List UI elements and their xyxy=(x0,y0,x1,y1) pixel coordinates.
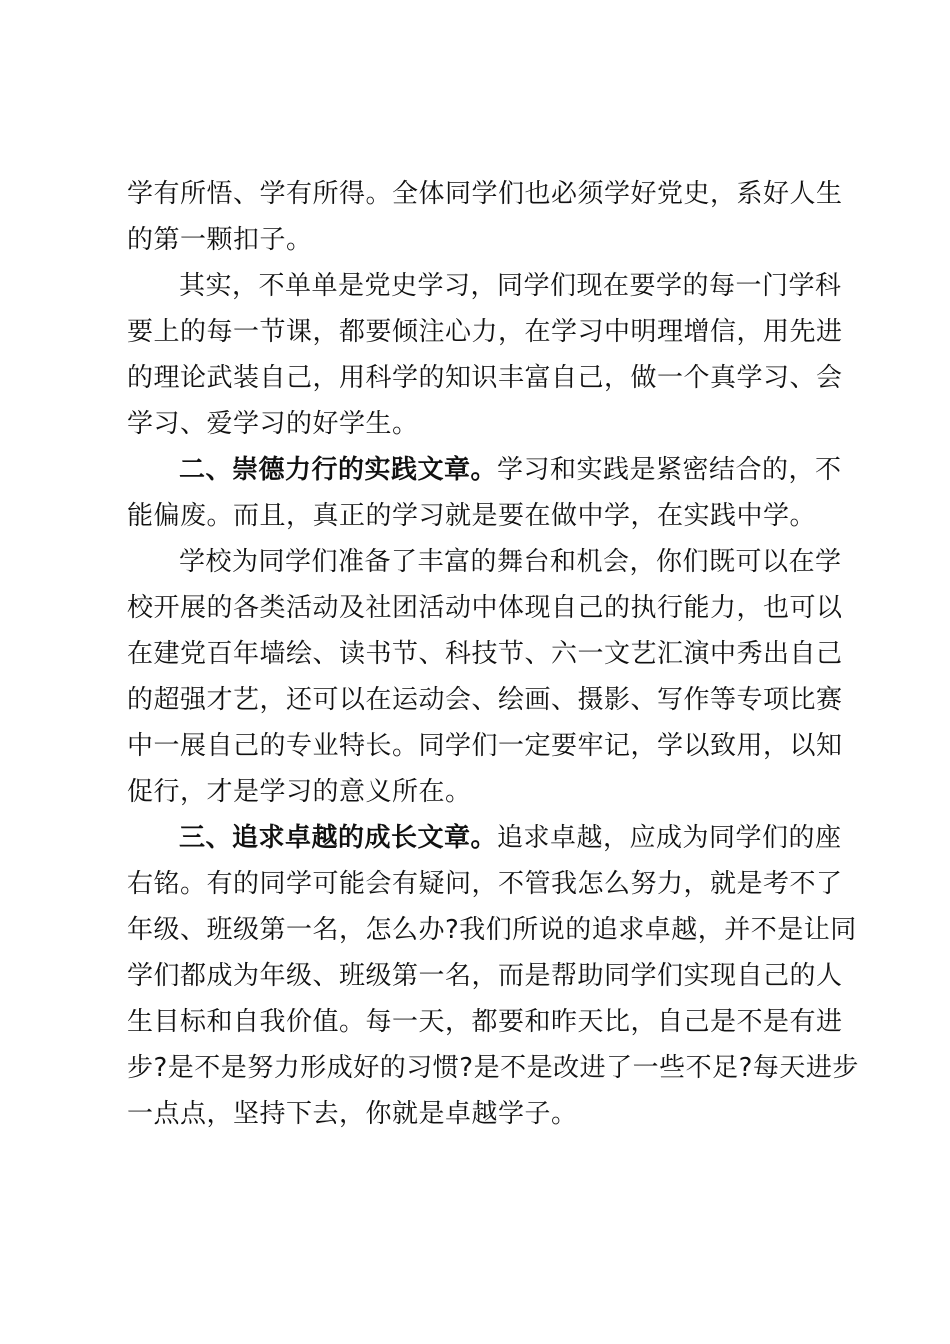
text-line: 在建党百年墙绘、读书节、科技节、六一文艺汇演中秀出自己 xyxy=(127,639,843,669)
paragraph-3 xyxy=(127,447,842,539)
text-line: 步?是不是努力形成好的习惯?是不是改进了一些不足?每天进步 xyxy=(127,1053,859,1083)
text-line xyxy=(127,447,842,493)
text-run: 学习和实践是紧密结合的，不 xyxy=(497,455,842,485)
section-heading: 三、追求卓越的成长文章。 xyxy=(179,823,498,853)
text-line: 生目标和自我价值。每一天，都要和昨天比，自己是不是有进 xyxy=(127,1007,843,1037)
text-line xyxy=(127,815,842,861)
text-line: 学们都成为年级、班级第一名，而是帮助同学们实现自己的人 xyxy=(127,961,843,991)
text-line: 学有所悟、学有所得。全体同学们也必须学好党史，系好人生 xyxy=(127,179,843,209)
text-line: 的理论武装自己，用科学的知识丰富自己，做一个真学习、会 xyxy=(127,363,843,393)
text-line: 学校为同学们准备了丰富的舞台和机会，你们既可以在学 xyxy=(179,547,842,577)
text-line: 年级、班级第一名，怎么办?我们所说的追求卓越，并不是让同 xyxy=(127,915,857,945)
text-line: 其实，不单单是党史学习，同学们现在要学的每一门学科 xyxy=(179,271,842,301)
paragraph-1 xyxy=(127,171,843,263)
text-line: 校开展的各类活动及社团活动中体现自己的执行能力，也可以 xyxy=(127,593,843,623)
text-line: 学习、爱学习的好学生。 xyxy=(127,409,419,439)
section-heading: 二、崇德力行的实践文章。 xyxy=(179,455,498,485)
text-line: 促行，才是学习的意义所在。 xyxy=(127,777,472,807)
text-line: 一点点，坚持下去，你就是卓越学子。 xyxy=(127,1099,578,1129)
document-page xyxy=(127,171,859,1137)
text-line: 的第一颗扣子。 xyxy=(127,225,313,255)
text-line: 的超强才艺，还可以在运动会、绘画、摄影、写作等专项比赛 xyxy=(127,685,843,715)
paragraph-2 xyxy=(127,263,843,447)
text-run: 追求卓越，应成为同学们的座 xyxy=(497,823,842,853)
text-line: 要上的每一节课，都要倾注心力，在学习中明理增信，用先进 xyxy=(127,317,843,347)
text-line: 中一展自己的专业特长。同学们一定要牢记，学以致用，以知 xyxy=(127,731,843,761)
paragraph-5 xyxy=(127,815,859,1137)
paragraph-4 xyxy=(127,539,843,815)
text-line: 能偏废。而且，真正的学习就是要在做中学，在实践中学。 xyxy=(127,501,817,531)
text-line: 右铭。有的同学可能会有疑问，不管我怎么努力，就是考不了 xyxy=(127,869,843,899)
